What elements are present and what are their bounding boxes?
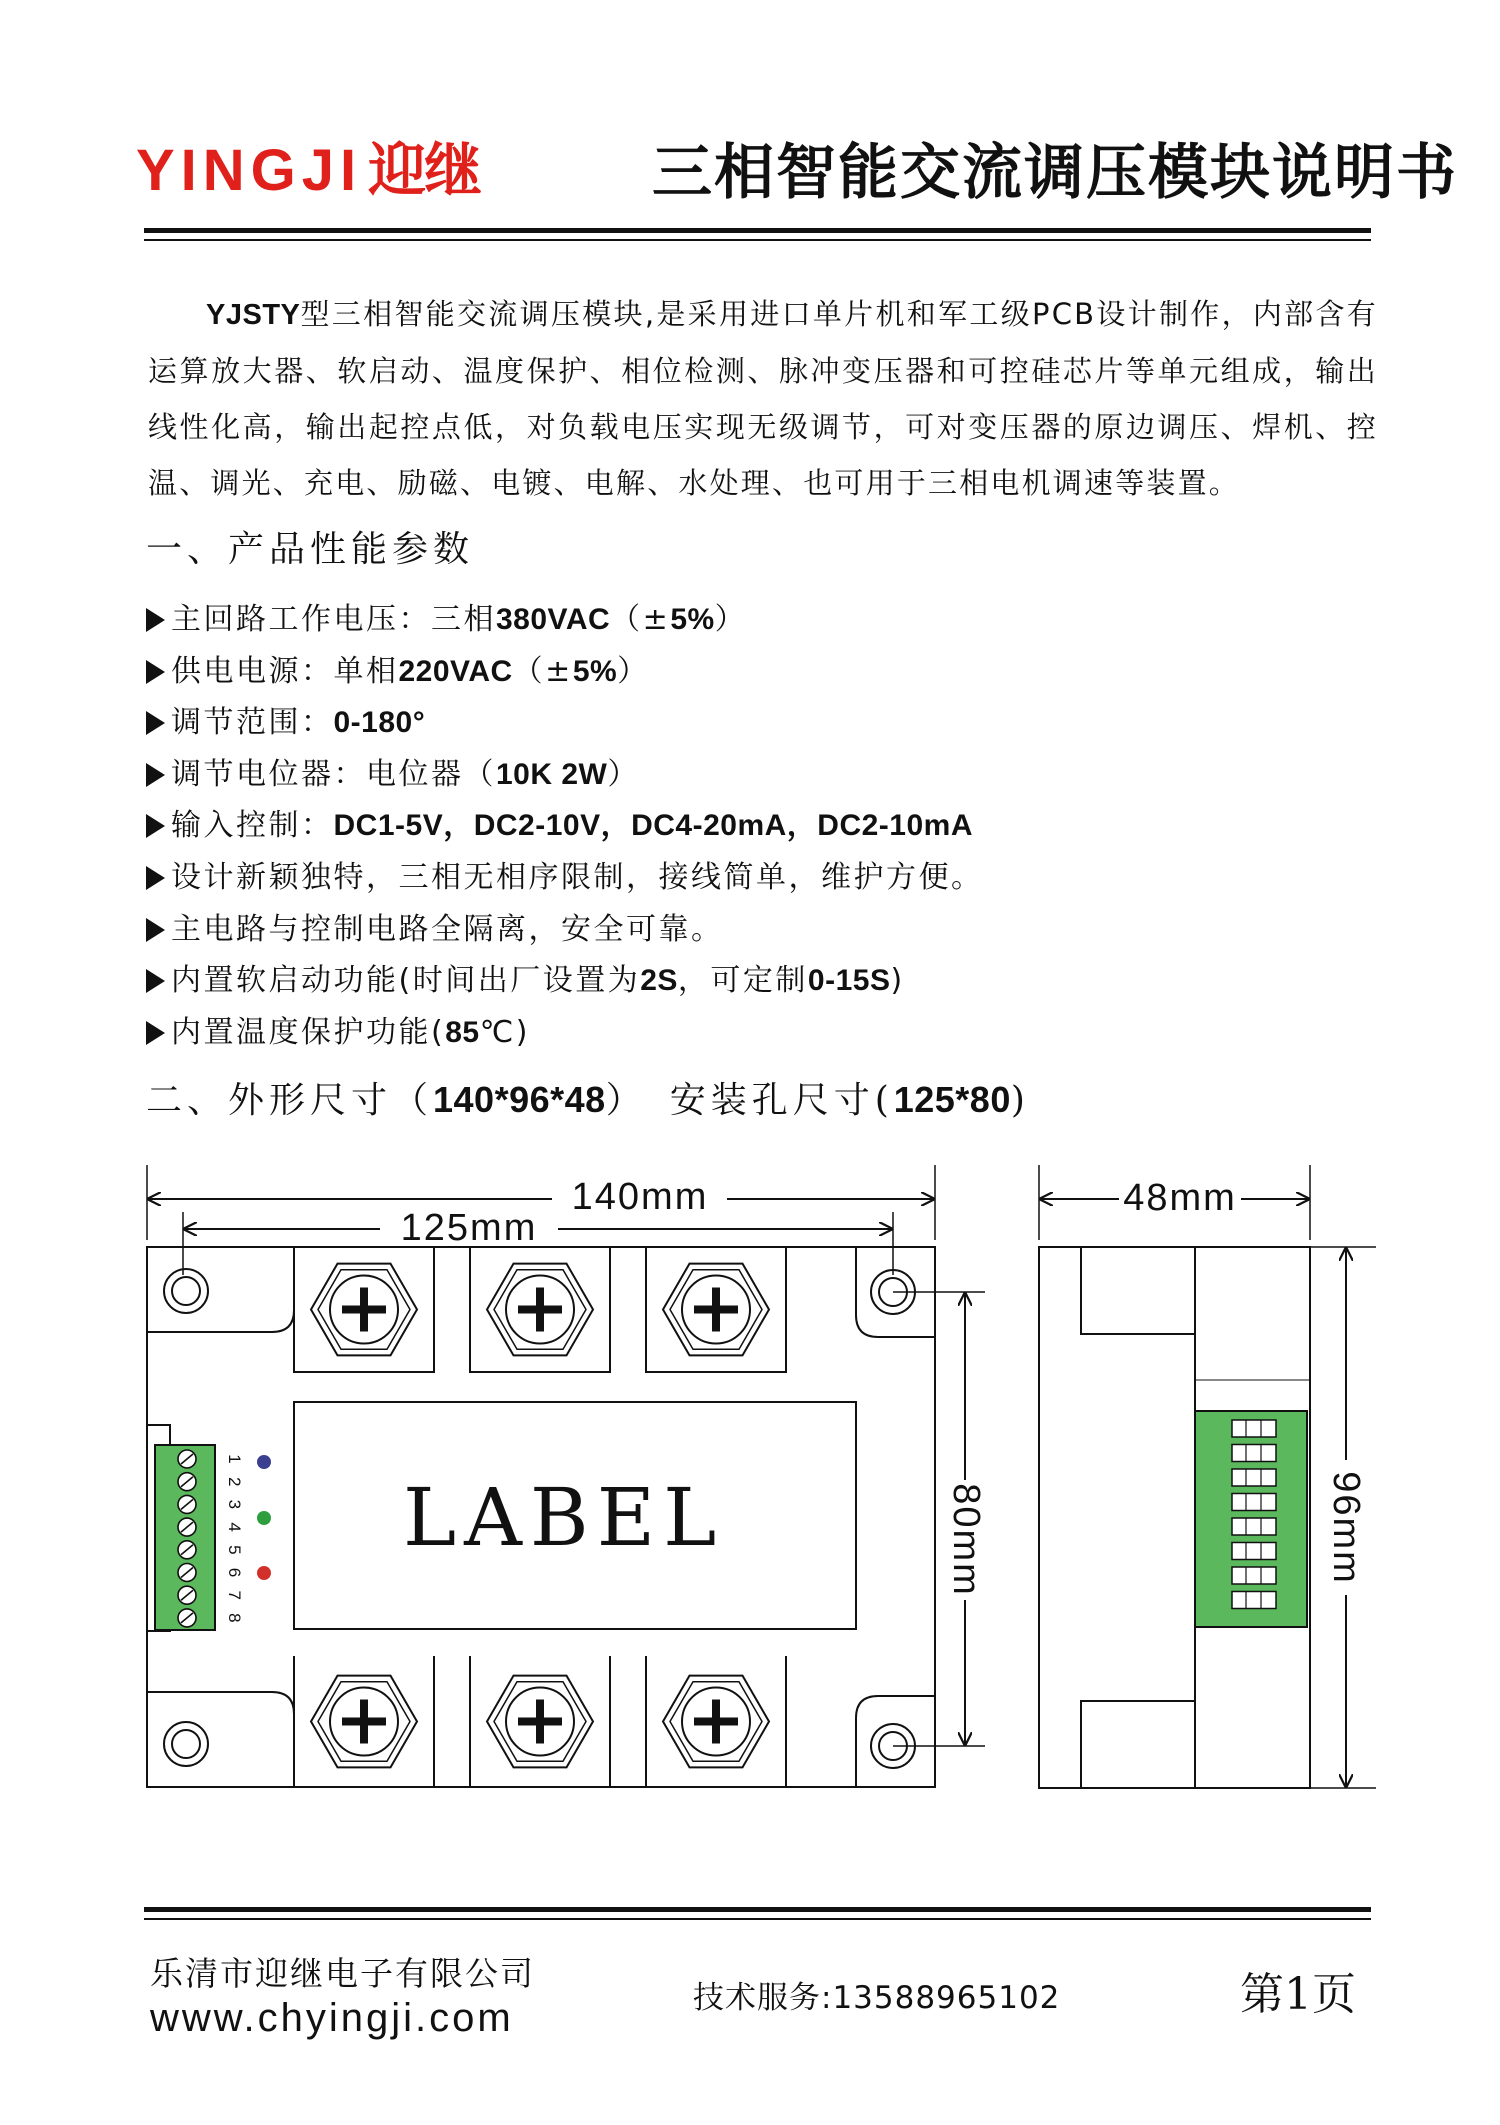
terminal-screw-icon — [178, 1450, 196, 1468]
dim-depth-label: 48mm — [1123, 1177, 1237, 1219]
status-leds — [257, 1455, 271, 1580]
terminal-screw-icon — [178, 1564, 196, 1582]
control-terminal-block — [155, 1445, 244, 1630]
side-terminal-slot — [1232, 1592, 1276, 1609]
side-terminal-slot — [1232, 1494, 1276, 1511]
terminal-screw-icon — [178, 1495, 196, 1513]
terminal-screw-icon — [178, 1586, 196, 1604]
status-led-icon — [257, 1511, 271, 1525]
spec-item: 设计新颖独特，三相无相序限制，接线简单，维护方便。 — [146, 852, 984, 904]
mounting-hole-icon — [164, 1722, 208, 1766]
logo-chinese: 迎继 — [368, 136, 481, 204]
spec-item: 主回路工作电压：三相380VAC（±5%） — [146, 594, 984, 646]
outline-dims: 140*96*48 — [433, 1079, 606, 1120]
terminal-number: 1 — [225, 1454, 244, 1464]
spec-item: 调节范围：0-180° — [146, 697, 984, 749]
terminal-screw-icon — [178, 1518, 196, 1536]
model-name: YJSTY — [206, 299, 301, 331]
dim-hole-width-label: 125mm — [400, 1207, 538, 1249]
dim-hole-height-label: 80mm — [945, 1483, 987, 1597]
dim-height-label: 96mm — [1325, 1471, 1367, 1585]
terminal-number: 8 — [225, 1613, 244, 1623]
mounting-hole-dims: 125*80 — [893, 1079, 1011, 1120]
intro-text: 型三相智能交流调压模块,是采用进口单片机和军工级PCB设计制作，内部含有运算放大器、软启动、温度保护、相位检测、脉冲变压器和可控硅芯片等单元组成，输出线性化高，输出起控点低，对负载电压实现无级调节，可对变压器的原边调压、焊机、控温、调光、充电、励磁、电镀、电解、水处理、也可用于三相电机调速等装置。 — [148, 297, 1378, 500]
terminal-number: 4 — [225, 1522, 244, 1532]
power-terminal-screw-icon — [470, 1247, 610, 1372]
side-terminal-slot — [1232, 1420, 1276, 1437]
dim-width-label: 140mm — [571, 1176, 709, 1218]
terminal-number: 5 — [225, 1545, 244, 1555]
section-heading-dimensions: 二、外形尺寸（140*96*48） 安装孔尺寸(125*80) — [146, 1079, 1030, 1121]
footer-service-phone: 技术服务:13588965102 — [693, 1980, 1061, 2016]
side-terminal-slot — [1232, 1567, 1276, 1584]
side-terminal-slot — [1232, 1469, 1276, 1486]
footer-rule-thick — [144, 1907, 1371, 1912]
terminal-screw-icon — [178, 1541, 196, 1559]
terminal-screw-icon — [178, 1473, 196, 1491]
terminal-number: 7 — [225, 1590, 244, 1600]
side-terminal-block — [1195, 1411, 1307, 1627]
mounting-hole-icon — [164, 1269, 208, 1313]
spec-item: 主电路与控制电路全隔离，安全可靠。 — [146, 904, 984, 956]
spec-item: 调节电位器：电位器（10K 2W） — [146, 749, 984, 801]
spec-item: 内置软启动功能(时间出厂设置为2S，可定制0-15S) — [146, 955, 984, 1007]
power-terminal-screw-icon — [470, 1656, 610, 1787]
side-terminal-slot — [1232, 1445, 1276, 1462]
side-terminal-slot — [1232, 1543, 1276, 1560]
spec-item: 输入控制：DC1-5V，DC2-10V，DC4-20mA，DC2-10mA — [146, 800, 984, 852]
section-heading-specs: 一、产品性能参数 — [146, 529, 475, 570]
spec-item: 内置温度保护功能(85℃) — [146, 1007, 984, 1059]
label-text: LABEL — [403, 1471, 725, 1564]
power-terminal-screw-icon — [646, 1656, 786, 1787]
terminal-number: 2 — [225, 1476, 244, 1487]
spec-item: 供电电源：单相220VAC（±5%） — [146, 646, 984, 698]
logo-latin: YINGJI — [136, 138, 363, 203]
power-terminal-screw-icon — [294, 1247, 434, 1372]
document-title: 三相智能交流调压模块说明书 — [652, 138, 1458, 208]
power-terminal-screw-icon — [646, 1247, 786, 1372]
status-led-icon — [257, 1455, 271, 1469]
terminal-number: 3 — [225, 1499, 244, 1510]
footer-company: 乐清市迎继电子有限公司 — [150, 1954, 535, 1993]
status-led-icon — [257, 1566, 271, 1580]
power-terminal-screw-icon — [294, 1656, 434, 1787]
terminal-screw-icon — [178, 1609, 196, 1627]
footer-rule-thin — [144, 1918, 1371, 1920]
terminal-number: 6 — [225, 1567, 244, 1578]
side-terminal-slot — [1232, 1518, 1276, 1535]
footer-website: www.chyingji.com — [150, 1996, 514, 2040]
page-number: 第1页 — [1240, 1969, 1356, 2020]
